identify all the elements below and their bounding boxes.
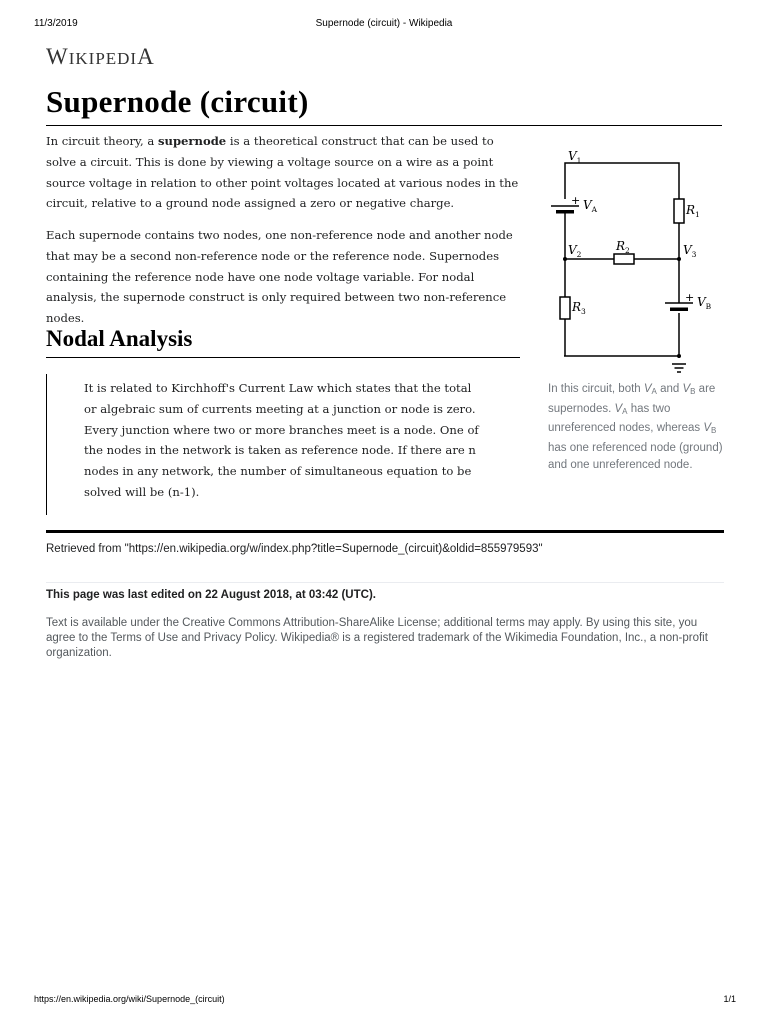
ground-node-dot <box>677 354 681 358</box>
label-vb-plus: + <box>685 291 695 304</box>
blockquote: It is related to Kirchhoff's Current Law which states that the total or algebraic sum of currents meeting at a junction or node is zero. Every junction where two or more branches meet is a node. One of the nodes in the network is taken as reference node. If there are n nodes in any network, the number of simultaneous equation to be solved will be (n-1). <box>84 381 479 499</box>
figure-caption: In this circuit, both $V_A$ and $V_B$ are supernodes. $V_A$ has two unreferenced nodes, whereas $V_B$ has one referenced node (ground) and one unreferenced node. <box>548 383 723 472</box>
footer-divider <box>46 530 724 533</box>
label-va-plus: + <box>571 194 581 207</box>
title-divider <box>46 125 722 126</box>
battery-va-symbol <box>551 206 579 214</box>
page-title: Supernode (circuit) <box>46 84 309 119</box>
circuit-figure[interactable] <box>538 138 728 374</box>
supernode-term: supernode <box>157 134 227 148</box>
label-v2: $V_2$ <box>568 243 582 259</box>
print-url: https://en.wikipedia.org/wiki/Supernode_(circuit) <box>34 994 225 1004</box>
resistor-r1-symbol <box>674 199 684 223</box>
second-paragraph: Each supernode contains two nodes, one non-reference node and another node that may be a second non-reference node or the reference node. Supernodes containing the reference node have one node voltage variable. For nodal analysis, the supernode construct is only required between two non-reference nodes. <box>46 228 513 326</box>
intro-paragraph: In circuit theory, a supernode is a theoretical construct that can be used to solve a circuit. This is done by viewing a voltage source on a wire as a point source voltage in relation to other point voltages located at various nodes in the circuit, relative to a ground node assigned a zero or negative charge. <box>46 134 519 211</box>
wikipedia-wordmark[interactable]: WIKIPEDIA <box>46 44 155 69</box>
print-date: 11/3/2019 <box>34 18 78 29</box>
resistor-r3-symbol <box>560 297 570 319</box>
label-r1: $R_1$ <box>686 203 700 219</box>
label-vb: $V_B$ <box>697 295 712 311</box>
label-r2: $R_2$ <box>616 239 630 255</box>
resistor-r2-symbol <box>614 254 634 264</box>
retrieved-from-link[interactable]: Retrieved from "https://en.wikipedia.org/w/index.php?title=Supernode_(circuit)&oldid=855979593" <box>46 543 543 555</box>
battery-vb-symbol <box>665 303 693 311</box>
print-page-title: Supernode (circuit) - Wikipedia <box>315 18 453 29</box>
circuit-diagram <box>538 138 728 374</box>
label-v3: $V_3$ <box>683 243 697 259</box>
section-heading-nodal-analysis: Nodal Analysis <box>46 326 193 351</box>
blockquote-bar <box>46 374 47 515</box>
node-v3-dot <box>677 257 681 261</box>
label-v1: $V_1$ <box>568 149 582 165</box>
section-divider <box>46 357 520 358</box>
print-page-number: 1/1 <box>723 994 736 1004</box>
footer-thin-divider <box>46 582 724 583</box>
node-v2-dot <box>563 257 567 261</box>
last-edited-notice: This page was last edited on 22 August 2018, at 03:42 (UTC). <box>46 589 376 601</box>
license-notice: Text is available under the Creative Commons Attribution-ShareAlike License; additional terms may apply. By using this site, you agree to the Terms of Use and Privacy Policy. Wikipedia® is a registered trademark of the Wikimedia Foundation, Inc., a non-profit organization. <box>46 617 708 659</box>
label-r3: $R_3$ <box>572 300 586 316</box>
label-va: $V_A$ <box>583 198 598 214</box>
